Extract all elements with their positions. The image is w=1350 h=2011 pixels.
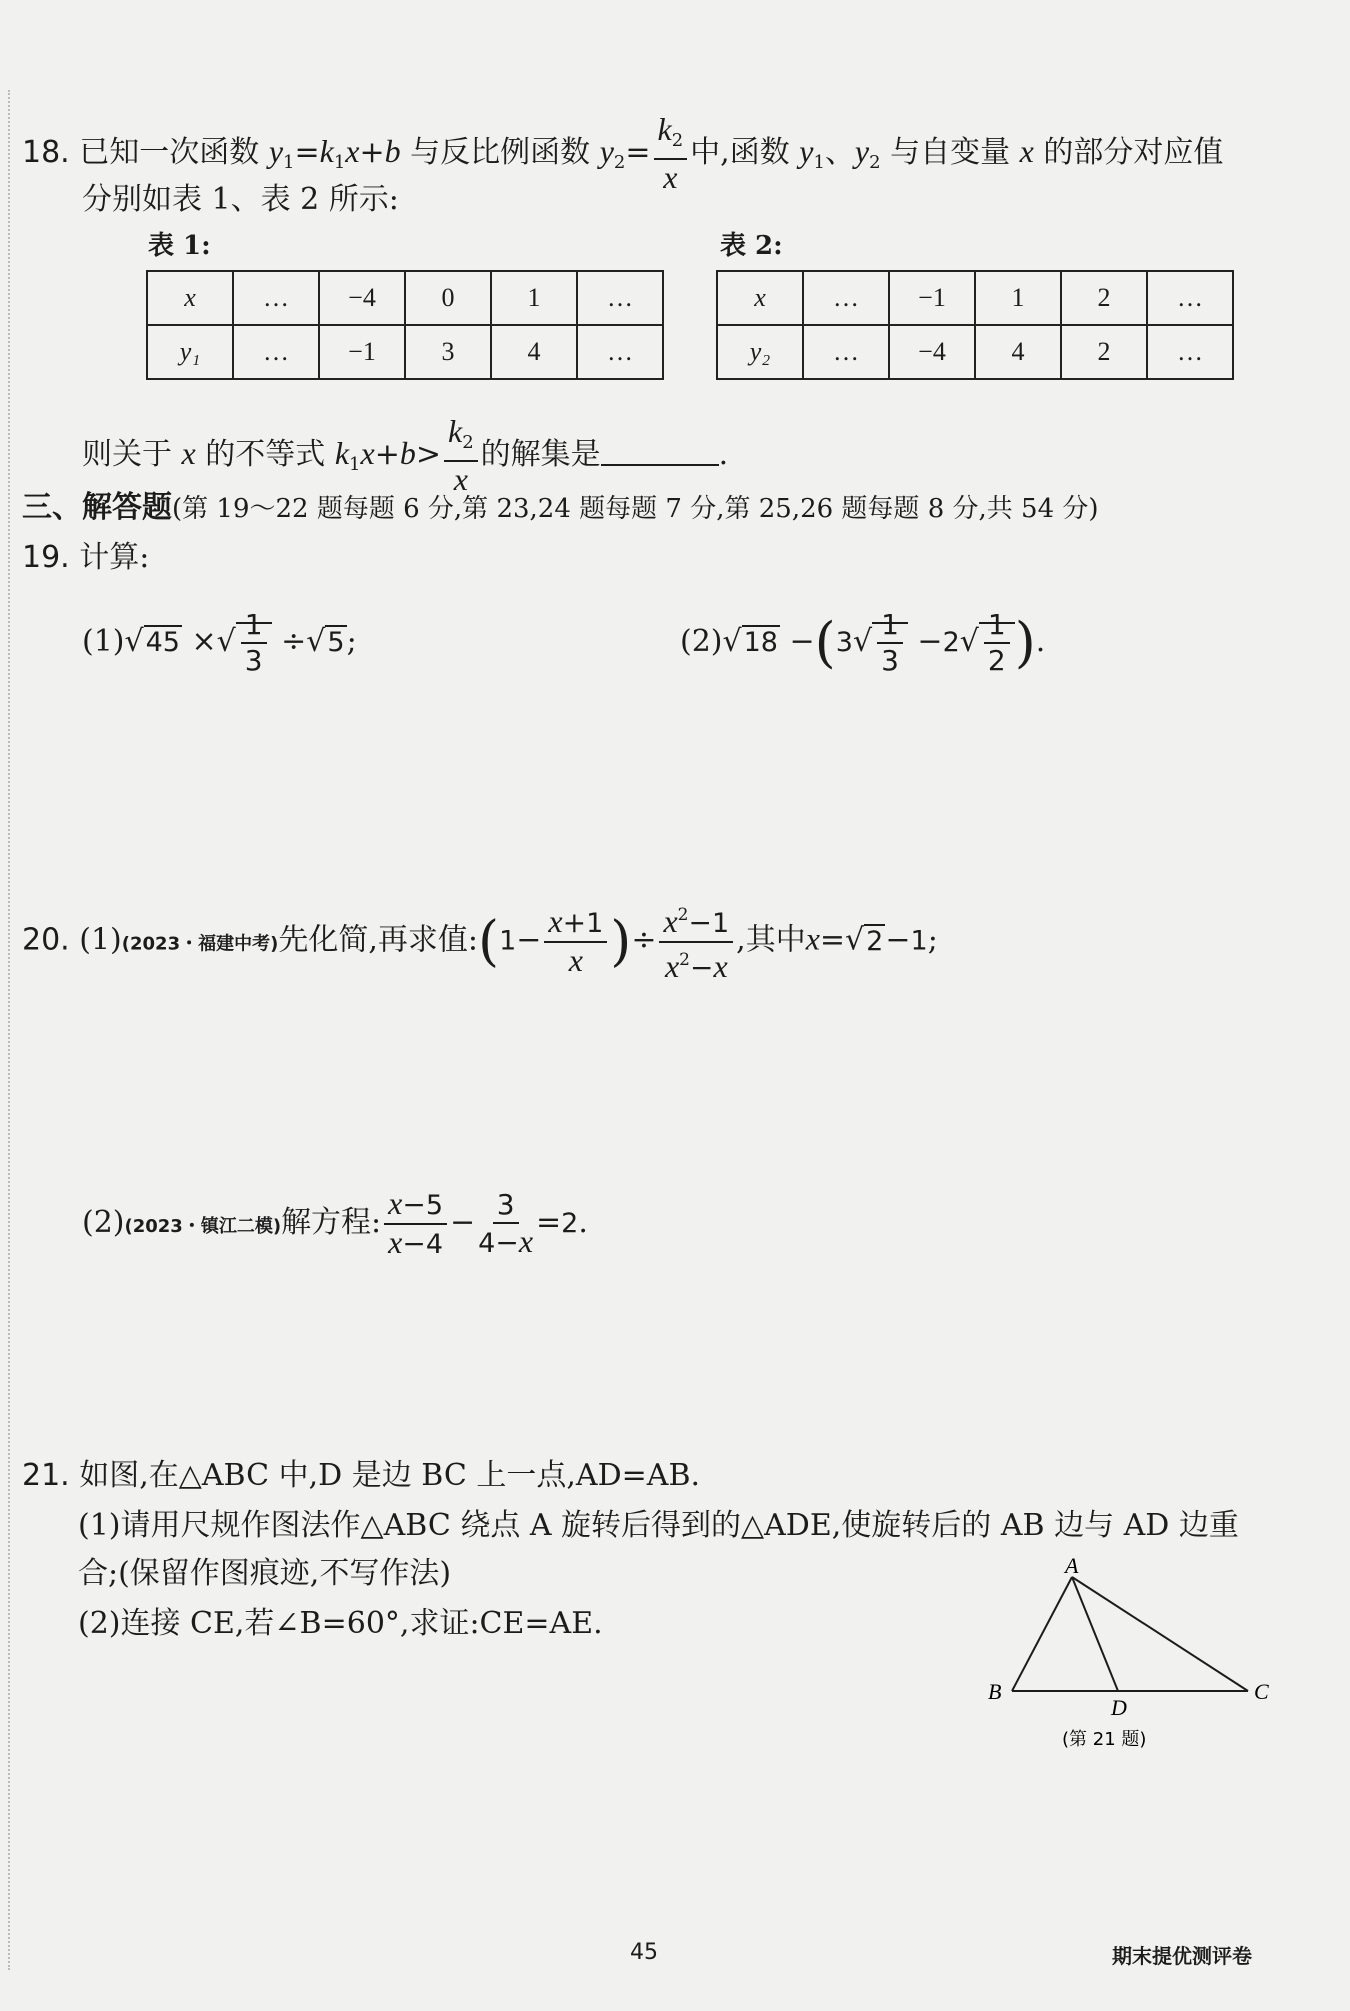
table-row: y₂ … −4 4 2 … (717, 325, 1233, 379)
table2-caption: 表 2: (720, 231, 783, 261)
q20-part1: 20. (1)(2023・福建中考)先化简,再求值:(1− $\frac{x+1}{x}$ )÷ $\frac{x^2-1}{x^2-x}$ ,其中x=√2−1; (22, 898, 938, 985)
q21-line4: (2)连接 CE,若∠B=60°,求证:CE=AE. (78, 1606, 603, 1641)
q21-line1: 21. 如图,在△ABC 中,D 是边 BC 上一点,AD=AB. (22, 1458, 701, 1493)
q21-line3: 合;(保留作图痕迹,不写作法) (78, 1556, 452, 1591)
section-note: (第 19～22 题每题 6 分,第 23,24 题每题 7 分,第 25,26 题每题 8 分,共 54 分) (172, 494, 1099, 524)
table1 (146, 270, 664, 380)
table-row: x … −1 1 2 … (717, 271, 1233, 325)
section-title: 三、解答题 (22, 490, 172, 525)
q20-part2: (2)(2023・镇江二模)解方程: $\frac{x-5}{x-4}$ − $\frac{3}{4-x}$ =2. (82, 1185, 588, 1260)
vertex-label-d: D (1111, 1695, 1127, 1720)
q18-inequality: 则关于 x 的不等式 $k_1x+b>$ $\frac{k_2}{x}$ 的解集是 . (82, 413, 729, 497)
table2 (716, 270, 1234, 380)
q18-number: 18. (22, 135, 70, 170)
table-row: x … −4 0 1 … (147, 271, 663, 325)
source-tag: (2023・镇江二模) (124, 1216, 282, 1237)
segment-ab (1012, 1577, 1072, 1691)
triangle-figure (980, 1555, 1290, 1755)
page-number: 45 (630, 1940, 658, 1965)
q19-header: 19. 计算: (22, 540, 150, 575)
source-tag: (2023・福建中考) (121, 933, 279, 955)
vertex-label-c: C (1254, 1679, 1269, 1704)
book-title: 期末提优测评卷 (1112, 1944, 1252, 1968)
figure-caption: (第 21 题) (1062, 1729, 1147, 1750)
binding-edge (8, 90, 10, 1970)
q19-part2: (2)√18 −(3√ $\frac{1}{3}$ −2√ $\frac{1}{2}$ ). (680, 608, 1046, 677)
vertex-label-b: B (988, 1679, 1002, 1704)
segment-ac (1072, 1577, 1248, 1691)
section-3-header (22, 488, 1099, 529)
table-row: y₁ … −1 3 4 … (147, 325, 663, 379)
q19-part1: (1)√45 ×√ $\frac{1}{3}$ ÷√5; (82, 608, 357, 677)
q21-line2: (1)请用尺规作图法作△ABC 绕点 A 旋转后得到的△ADE,使旋转后的 AB 边与 AD 边重 (78, 1508, 1239, 1543)
vertex-label-a: A (1065, 1555, 1079, 1578)
segment-ad (1072, 1577, 1118, 1691)
q18-line2: 分别如表 1、表 2 所示: (82, 182, 399, 217)
answer-blank[interactable] (601, 434, 719, 466)
q18-line1: 18. 已知一次函数 $y_1=k_1x+b$ 与反比例函数 $y_2=$ $\frac{k_2}{x}$ 中,函数 $y_1$、$y_2$ 与自变量 x 的部分对应值 (22, 111, 1224, 195)
table1-caption: 表 1: (148, 231, 211, 261)
